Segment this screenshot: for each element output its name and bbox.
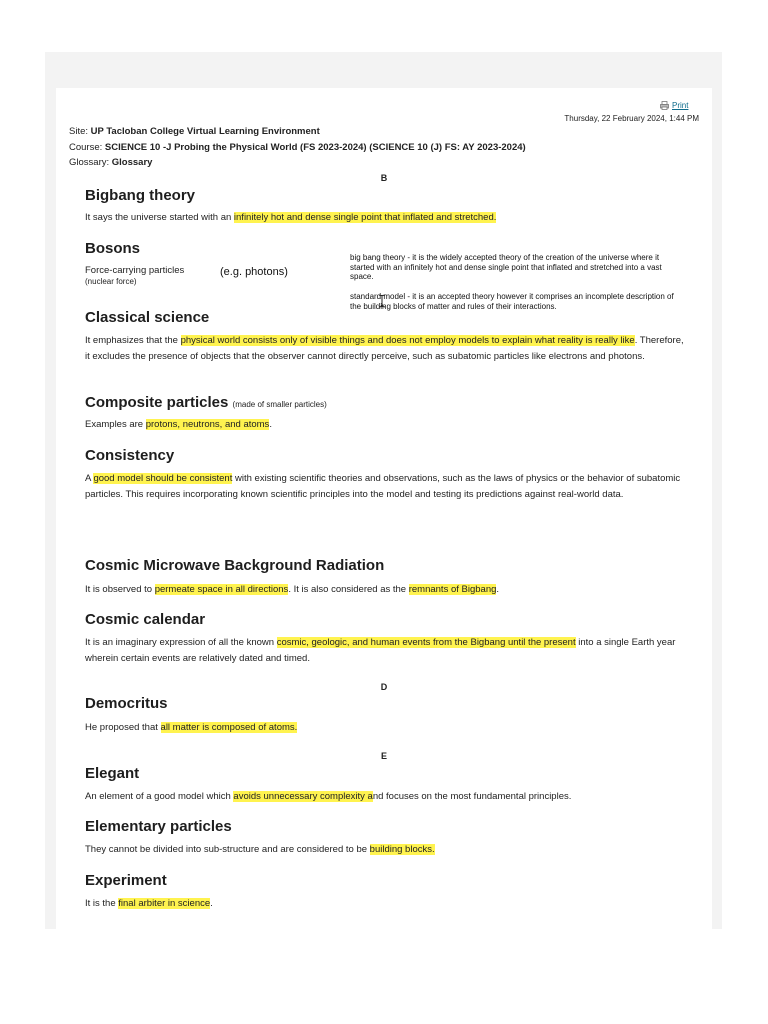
definition-democritus [85,720,685,736]
definition-text: An element of a good model which [85,791,234,802]
highlighted-text: protons, neutrons, and atoms [145,419,270,430]
letter-heading-e: E [380,751,387,761]
letter-heading-d: D [380,682,388,692]
definition-experiment [85,896,685,912]
glossary-label: Glossary: [69,157,110,168]
highlighted-text: building blocks. [369,844,435,855]
text-cursor-icon [378,294,386,313]
definition-text: Force-carrying particles [85,265,185,276]
definition-classical-science [85,333,685,364]
printer-icon [660,101,669,112]
definition-composite-particles [85,417,685,433]
term-bosons: Bosons [85,240,141,257]
term-text: Composite particles [85,394,229,411]
definition-text: . [496,584,500,595]
term-consistency: Consistency [85,447,175,464]
term-cosmic-microwave-background-radiation: Cosmic Microwave Background Radiation [85,557,385,574]
term-elegant: Elegant [85,765,140,782]
big-bang-side-note: big bang theory - it is the widely accepted theory of the creation of the universe where it started with an infinitely hot and dense single point that inflated and stretched into a vast space. [350,253,662,281]
print-link-row[interactable] [660,101,688,112]
definition-consistency [85,471,685,502]
term-democritus: Democritus [85,695,168,712]
site-label: Site: [69,126,89,137]
definition-text: He proposed that [85,722,161,733]
definition-text: . [210,898,213,909]
highlighted-text: remnants of Bigbang [408,584,497,595]
definition-text: It is observed to [85,584,155,595]
print-date: Thursday, 22 February 2024, 1:44 PM [564,114,699,123]
definition-text: It is an imaginary expression of all the known [85,637,277,648]
made-of-smaller-note: (made of smaller particles) [232,400,327,409]
definition-cosmic-microwave-background [85,582,685,598]
highlighted-text: good model should be consistent [93,473,233,484]
definition-text: . [269,419,272,430]
highlighted-text: cosmic, geologic, and human events from the Bigbang until the present [276,637,576,648]
nuclear-force-note: (nuclear force) [85,277,137,286]
print-link[interactable]: Print [672,101,689,110]
definition-text: It is the [85,898,119,909]
definition-text: nd focuses on the most fundamental principles. [372,791,572,802]
site-line [69,126,320,137]
term-elementary-particles: Elementary particles [85,818,232,835]
site-value: UP Tacloban College Virtual Learning Environment [90,126,320,137]
term-classical-science: Classical science [85,309,210,326]
highlighted-text: final arbiter in science [118,898,211,909]
course-label: Course: [69,142,103,153]
term-experiment: Experiment [85,872,167,889]
definition-text: . It is also considered as the [288,584,409,595]
term-composite-particles [85,394,327,411]
highlighted-text: permeate space in all directions [154,584,289,595]
letter-heading-b: B [380,173,388,183]
definition-elementary-particles [85,842,685,858]
highlighted-text: infinitely hot and dense single point that inflated and stretched. [233,212,497,223]
definition-text: with existing scientific theories and observations, such as the laws of physics or the behavior of subatomic particles. This requires incorporating known scientific principles into the model and testing its predictions against real-world data. [85,473,681,500]
definition-text: They cannot be divided into sub-structure and are considered to be [85,844,370,855]
term-bigbang-theory: Bigbang theory [85,187,196,204]
definition-text: It emphasizes that the [85,335,181,346]
definition-text: It says the universe started with an [85,212,234,223]
definition-text: A [85,473,94,484]
definition-text: . Therefore, it excludes the presence of objects that the observer cannot directly perceive, such as subatomic particles like electrons and photons. [85,335,684,362]
highlighted-text: avoids unnecessary complexity a [233,791,373,802]
eg-photons-note: (e.g. photons) [220,266,288,278]
definition-cosmic-calendar [85,635,685,666]
course-line [69,142,526,153]
standard-model-side-note: standard model - it is an accepted theory however it comprises an incomplete description of the building blocks of matter and rules of their interactions. [350,292,674,311]
definition-elegant [85,789,685,805]
highlighted-text: physical world consists only of visible things and does not employ models to explain what reality is really like [180,335,635,346]
highlighted-text: all matter is composed of atoms. [160,722,298,733]
glossary-line [69,157,152,168]
definition-bosons [85,265,225,287]
definition-text: Examples are [85,419,146,430]
definition-text: into a single Earth year wherein certain events are relatively dated and timed. [85,637,676,664]
definition-bigbang-theory [85,210,685,226]
course-value: SCIENCE 10 -J Probing the Physical World (FS 2023-2024) (SCIENCE 10 (J) FS: AY 2023-2024) [104,142,526,153]
glossary-value: Glossary [111,157,153,168]
term-cosmic-calendar: Cosmic calendar [85,611,206,628]
